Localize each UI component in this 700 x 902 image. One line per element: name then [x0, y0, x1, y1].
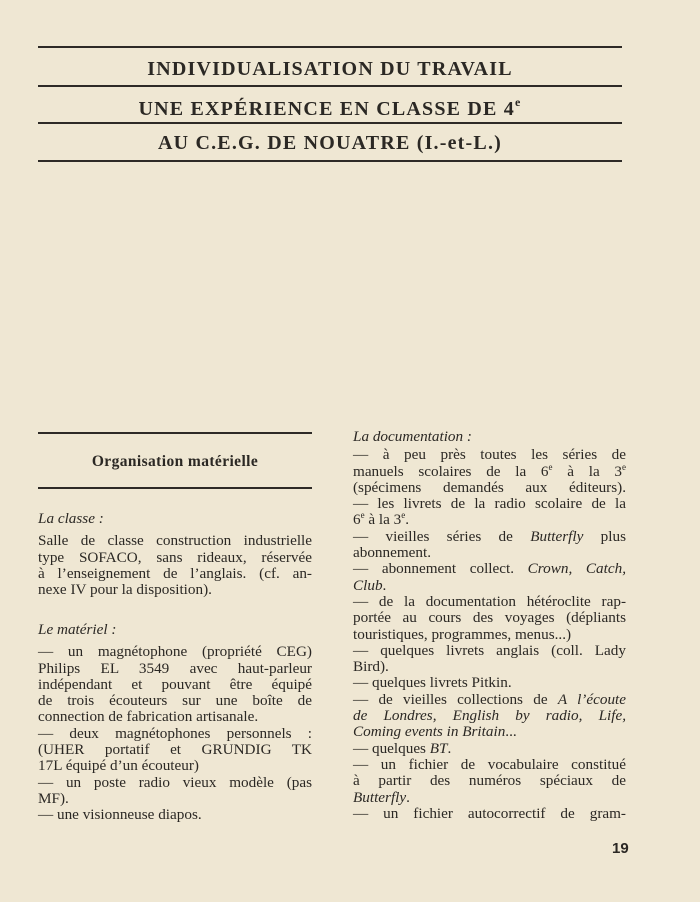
doc-text: — quelques: [353, 739, 430, 757]
section-rule-bottom: [38, 487, 312, 489]
doc-sup: e: [548, 461, 553, 472]
doc-text: ...: [505, 723, 517, 741]
doc-text: — abonnement collect.: [353, 560, 528, 578]
materiel-heading: Le matériel :: [38, 621, 117, 638]
doc-text: à la 3: [364, 511, 402, 529]
right-documentation-block: [353, 429, 626, 822]
doc-line: à partir des numéros spéciaux de: [353, 772, 626, 790]
materiel-line: — une visionneuse diapos.: [38, 806, 202, 824]
doc-sup: e: [401, 510, 406, 521]
doc-line: touristiques, programmes, menus...): [353, 625, 572, 643]
materiel-line: MF).: [38, 789, 69, 807]
doc-italic: A l’écoute: [557, 690, 626, 708]
doc-text: 6: [353, 511, 361, 529]
header-rule-bottom: [38, 160, 622, 162]
materiel-line: de trois écouteurs sur une boîte de: [38, 692, 312, 710]
classe-line: type SOFACO, sans rideaux, réservée: [38, 548, 312, 566]
doc-sup: e: [360, 510, 365, 521]
doc-line: [353, 724, 626, 740]
doc-text: — de vieilles collections de: [353, 690, 558, 708]
doc-line: [353, 790, 626, 806]
doc-line: [353, 512, 626, 528]
doc-text: plus: [583, 527, 627, 545]
title-line-2-sup: e: [515, 95, 522, 109]
doc-text: manuels scolaires de la 6: [353, 462, 549, 480]
doc-line: [353, 578, 626, 594]
doc-line: Bird).: [353, 658, 389, 676]
header-rule-top: [38, 46, 622, 48]
title-line-2: [38, 95, 622, 121]
materiel-line: indépendant et pouvant être équipé: [38, 675, 312, 693]
doc-line: — un fichier de vocabulaire constitué: [353, 755, 626, 773]
doc-line: [353, 692, 626, 708]
doc-line: [353, 461, 626, 480]
header-rule-3: [38, 122, 622, 124]
title-line-1: INDIVIDUALISATION DU TRAVAIL: [147, 58, 513, 80]
doc-italic: Crown, Catch,: [527, 560, 626, 578]
doc-text: .: [406, 788, 410, 806]
doc-line: [353, 741, 626, 757]
materiel-line: (UHER portatif et GRUNDIG TK: [38, 741, 312, 759]
classe-heading: La classe :: [38, 510, 104, 527]
doc-italic: de Londres, English by radio, Life,: [353, 707, 626, 725]
materiel-line: — un poste radio vieux modèle (pas: [38, 773, 312, 791]
doc-text: .: [382, 576, 387, 594]
header-rule-2: [38, 85, 622, 87]
title-line-3: AU C.E.G. DE NOUATRE (I.-et-L.): [157, 132, 503, 154]
materiel-line: 17L équipé d’un écouteur): [38, 757, 199, 775]
left-classe-block: [38, 511, 312, 598]
doc-line: (spécimens demandés aux éditeurs).: [353, 478, 626, 496]
classe-line: Salle de classe construction industrielle: [38, 532, 312, 550]
section-title: Organisation matérielle: [91, 453, 259, 470]
materiel-line: Philips EL 3549 avec haut-parleur: [38, 659, 312, 677]
doc-line: [353, 529, 626, 545]
materiel-line: connection de fabrication artisanale.: [38, 708, 259, 726]
doc-line: abonnement.: [353, 544, 432, 562]
doc-italic: Club: [353, 576, 383, 594]
doc-text: — vieilles séries de: [353, 527, 531, 545]
doc-line: — quelques livrets Pitkin.: [353, 674, 512, 692]
doc-text: .: [405, 511, 410, 529]
left-materiel-block: [38, 622, 312, 824]
section-rule-top: [38, 432, 312, 434]
materiel-line: — un magnétophone (propriété CEG): [38, 643, 312, 661]
doc-line: — un fichier autocorrectif de gram-: [353, 804, 626, 822]
doc-line: — les livrets de la radio scolaire de la: [353, 495, 626, 513]
doc-line: [353, 561, 626, 577]
title-line-2-text: UNE EXPÉRIENCE EN CLASSE DE 4: [138, 98, 515, 120]
classe-line: nexe IV pour la disposition).: [38, 581, 212, 599]
materiel-line: — deux magnétophones personnels :: [38, 724, 312, 742]
doc-line: — de la documentation hétéroclite rap-: [353, 592, 626, 610]
doc-italic: Butterfly: [530, 527, 584, 545]
doc-italic: BT: [429, 739, 448, 757]
doc-italic: Butterfly: [353, 788, 407, 806]
doc-line: — quelques livrets anglais (coll. Lady: [353, 641, 626, 659]
documentation-heading: La documentation :: [353, 428, 472, 445]
doc-line: [353, 708, 626, 724]
doc-sup: e: [622, 461, 626, 472]
classe-line: à l’enseignement de l’anglais. (cf. an-: [38, 564, 312, 582]
doc-text: à la 3: [552, 462, 622, 480]
doc-line: — à peu près toutes les séries de: [353, 446, 626, 464]
doc-italic: Coming events in Britain: [353, 723, 506, 741]
page-number: 19: [612, 840, 629, 857]
doc-line: portée au cours des voyages (dépliants: [353, 609, 626, 627]
doc-text: .: [447, 739, 452, 757]
